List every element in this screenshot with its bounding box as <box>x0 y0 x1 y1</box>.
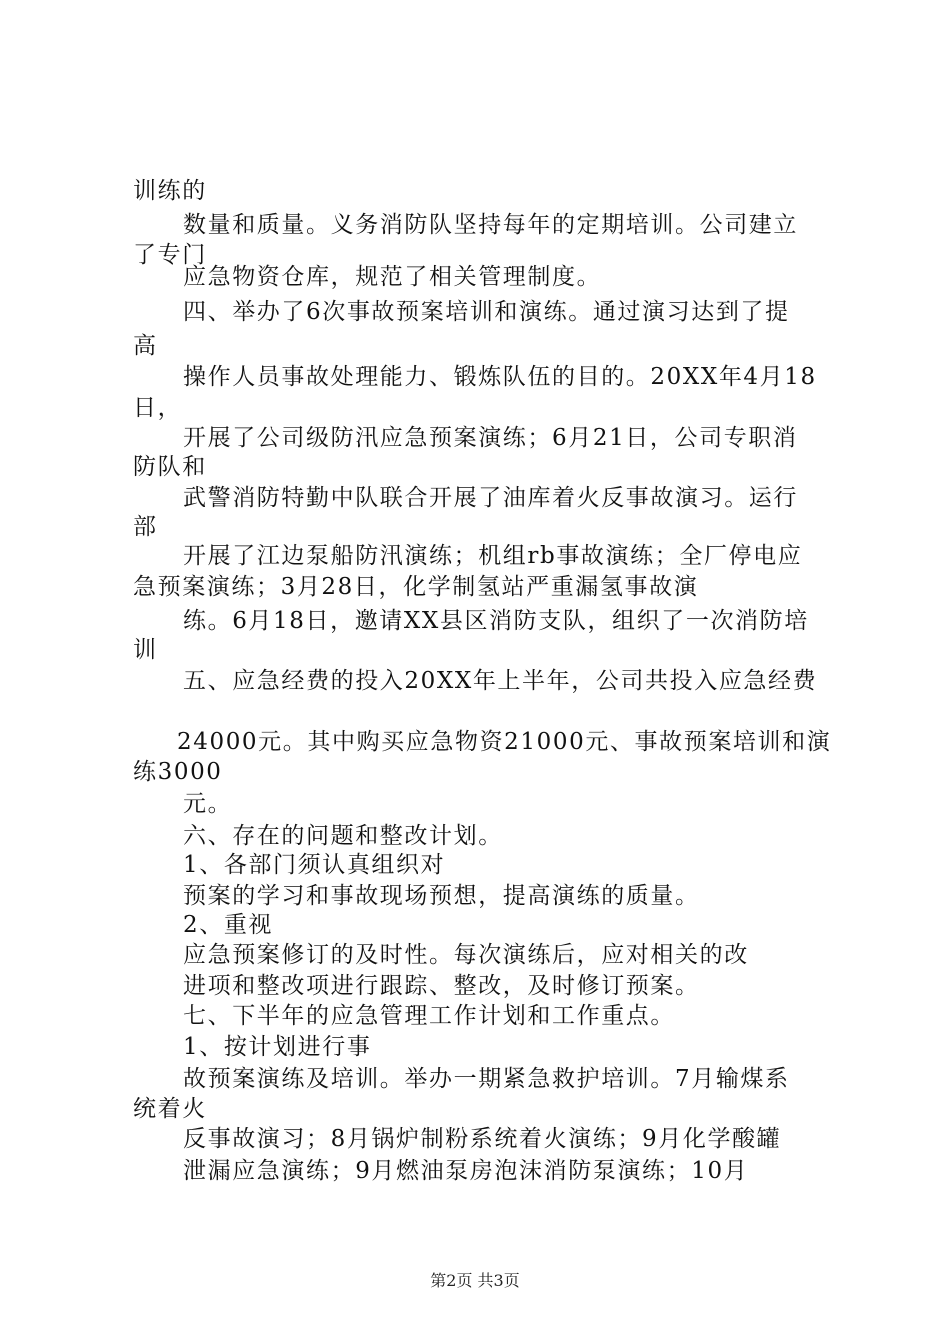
text-line: 统着火 <box>133 1096 207 1122</box>
text-line: 训 <box>133 637 158 663</box>
text-line: 应急物资仓库，规范了相关管理制度。 <box>183 264 602 290</box>
text-line: 部 <box>133 514 158 540</box>
text-line: 应急预案修订的及时性。每次演练后，应对相关的改 <box>183 942 749 968</box>
text-line: 元。 <box>183 791 233 817</box>
text-line: 预案的学习和事故现场预想，提高演练的质量。 <box>183 883 700 909</box>
text-line: 防队和 <box>133 454 207 480</box>
page-footer: 第2页 共3页 <box>430 1271 520 1290</box>
text-line: 七、下半年的应急管理工作计划和工作重点。 <box>183 1003 675 1029</box>
text-line: 故预案演练及培训。举办一期紧急救护培训。7月输煤系 <box>183 1066 790 1092</box>
text-line: 操作人员事故处理能力、锻炼队伍的目的。20XX年4月18 <box>183 364 817 390</box>
text-line: 武警消防特勤中队联合开展了油库着火反事故演习。运行 <box>183 485 798 511</box>
text-line: 2、重视 <box>183 912 274 938</box>
text-line: 急预案演练；3月28日，化学制氢站严重漏氢事故演 <box>133 574 699 600</box>
text-line: 练3000 <box>133 759 223 785</box>
text-line: 1、按计划进行事 <box>183 1034 372 1060</box>
text-line: 开展了公司级防汛应急预案演练；6月21日，公司专职消 <box>183 425 798 451</box>
text-line: 24000元。其中购买应急物资21000元、事故预案培训和演 <box>177 729 832 755</box>
text-line: 训练的 <box>133 178 207 204</box>
text-line: 反事故演习；8月锅炉制粉系统着火演练；9月化学酸罐 <box>183 1126 782 1152</box>
text-line: 1、各部门须认真组织对 <box>183 852 446 878</box>
text-line: 练。6月18日，邀请XX县区消防支队，组织了一次消防培 <box>183 608 809 634</box>
text-line: 进项和整改项进行跟踪、整改，及时修订预案。 <box>183 973 700 999</box>
text-line: 数量和质量。义务消防队坚持每年的定期培训。公司建立 <box>183 212 798 238</box>
text-line: 泄漏应急演练；9月燃油泵房泡沫消防泵演练；10月 <box>183 1158 749 1184</box>
text-line: 六、存在的问题和整改计划。 <box>183 823 503 849</box>
text-line: 五、应急经费的投入20XX年上半年，公司共投入应急经费 <box>183 668 818 694</box>
text-line: 高 <box>133 333 158 359</box>
text-line: 了专门 <box>133 242 207 268</box>
text-line: 日， <box>133 395 183 421</box>
text-line: 四、举办了6次事故预案培训和演练。通过演习达到了提 <box>183 299 790 325</box>
text-line: 开展了江边泵船防汛演练；机组rb事故演练；全厂停电应 <box>183 543 803 569</box>
